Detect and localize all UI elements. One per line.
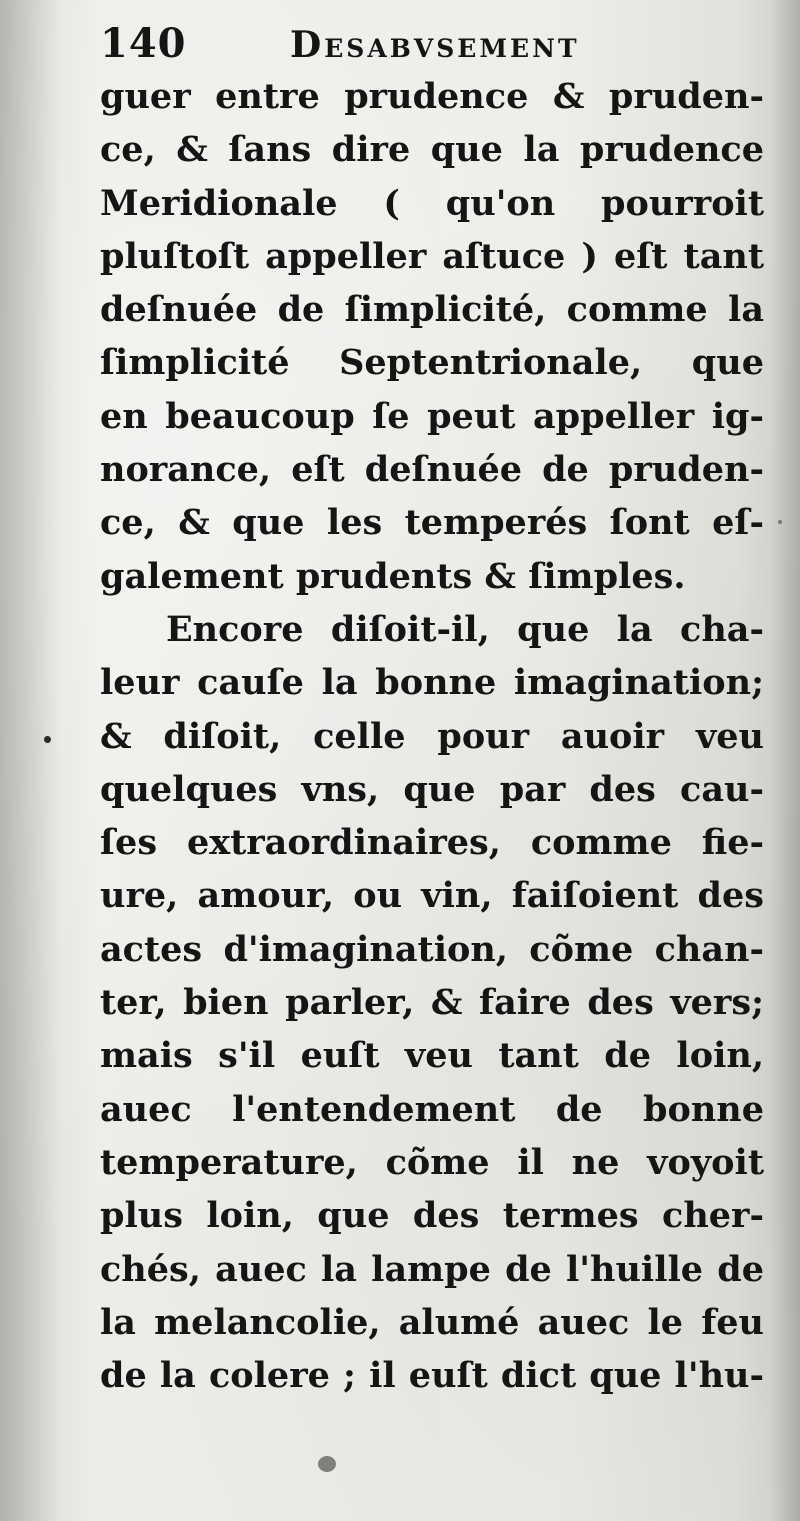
- text-line: pluſtoſt appeller aſtuce ) eſt tant: [100, 235, 764, 277]
- text-line: Meridionale ( qu'on pourroit: [100, 182, 764, 224]
- ink-speck: [318, 1456, 336, 1472]
- text-line: & diſoit, celle pour auoir veu: [100, 715, 764, 757]
- page-edge-shadow: [770, 0, 800, 1521]
- text-line: plus loin, que des termes cher-: [100, 1195, 764, 1237]
- text-line: leur cauſe la bonne imagination;: [100, 662, 764, 704]
- text-line: ure, amour, ou vin, faiſoient des: [100, 875, 764, 917]
- text-line: norance, eſt deſnuée de pruden-: [100, 449, 764, 491]
- ink-speck: [44, 736, 51, 743]
- text-line: la melancolie, alumé auec le feu: [100, 1301, 764, 1343]
- text-line: de la colere ; il euſt dict que l'hu-: [100, 1355, 764, 1397]
- text-line: ter, bien parler, & faire des vers;: [100, 982, 764, 1024]
- text-line: temperature, cõme il ne voyoit: [100, 1141, 764, 1183]
- text-line: mais s'il euſt veu tant de loin,: [100, 1035, 764, 1077]
- page-number: 140: [100, 20, 187, 67]
- text-line: actes d'imagination, cõme chan-: [100, 928, 764, 970]
- text-line: guer entre prudence & pruden-: [100, 76, 764, 117]
- gutter-shadow: [0, 0, 60, 1521]
- text-line: deſnuée de ſimplicité, comme la: [100, 289, 764, 331]
- text-line: en beaucoup ſe peut appeller ig-: [100, 395, 764, 437]
- text-line: ce, & ſans dire que la prudence: [100, 129, 764, 171]
- body-text: [100, 70, 764, 1402]
- text-line: ſes extraordinaires, comme fie-: [100, 822, 764, 864]
- text-line: quelques vns, que par des cau-: [100, 768, 764, 810]
- text-line: ſimplicité Septentrionale, que: [100, 342, 764, 384]
- page-header: [100, 14, 760, 74]
- text-line: auec l'entendement de bonne: [100, 1088, 764, 1130]
- text-line: ce, & que les temperés ſont eſ-: [100, 502, 764, 544]
- paragraph-start-line: Encore diſoit-il, que la cha-: [166, 608, 764, 650]
- text-line: chés, auec la lampe de l'huille de: [100, 1248, 764, 1290]
- running-head: Desabvsement: [290, 24, 580, 66]
- text-line: galement prudents & ſimples.: [100, 555, 686, 597]
- ink-speck: [778, 520, 782, 524]
